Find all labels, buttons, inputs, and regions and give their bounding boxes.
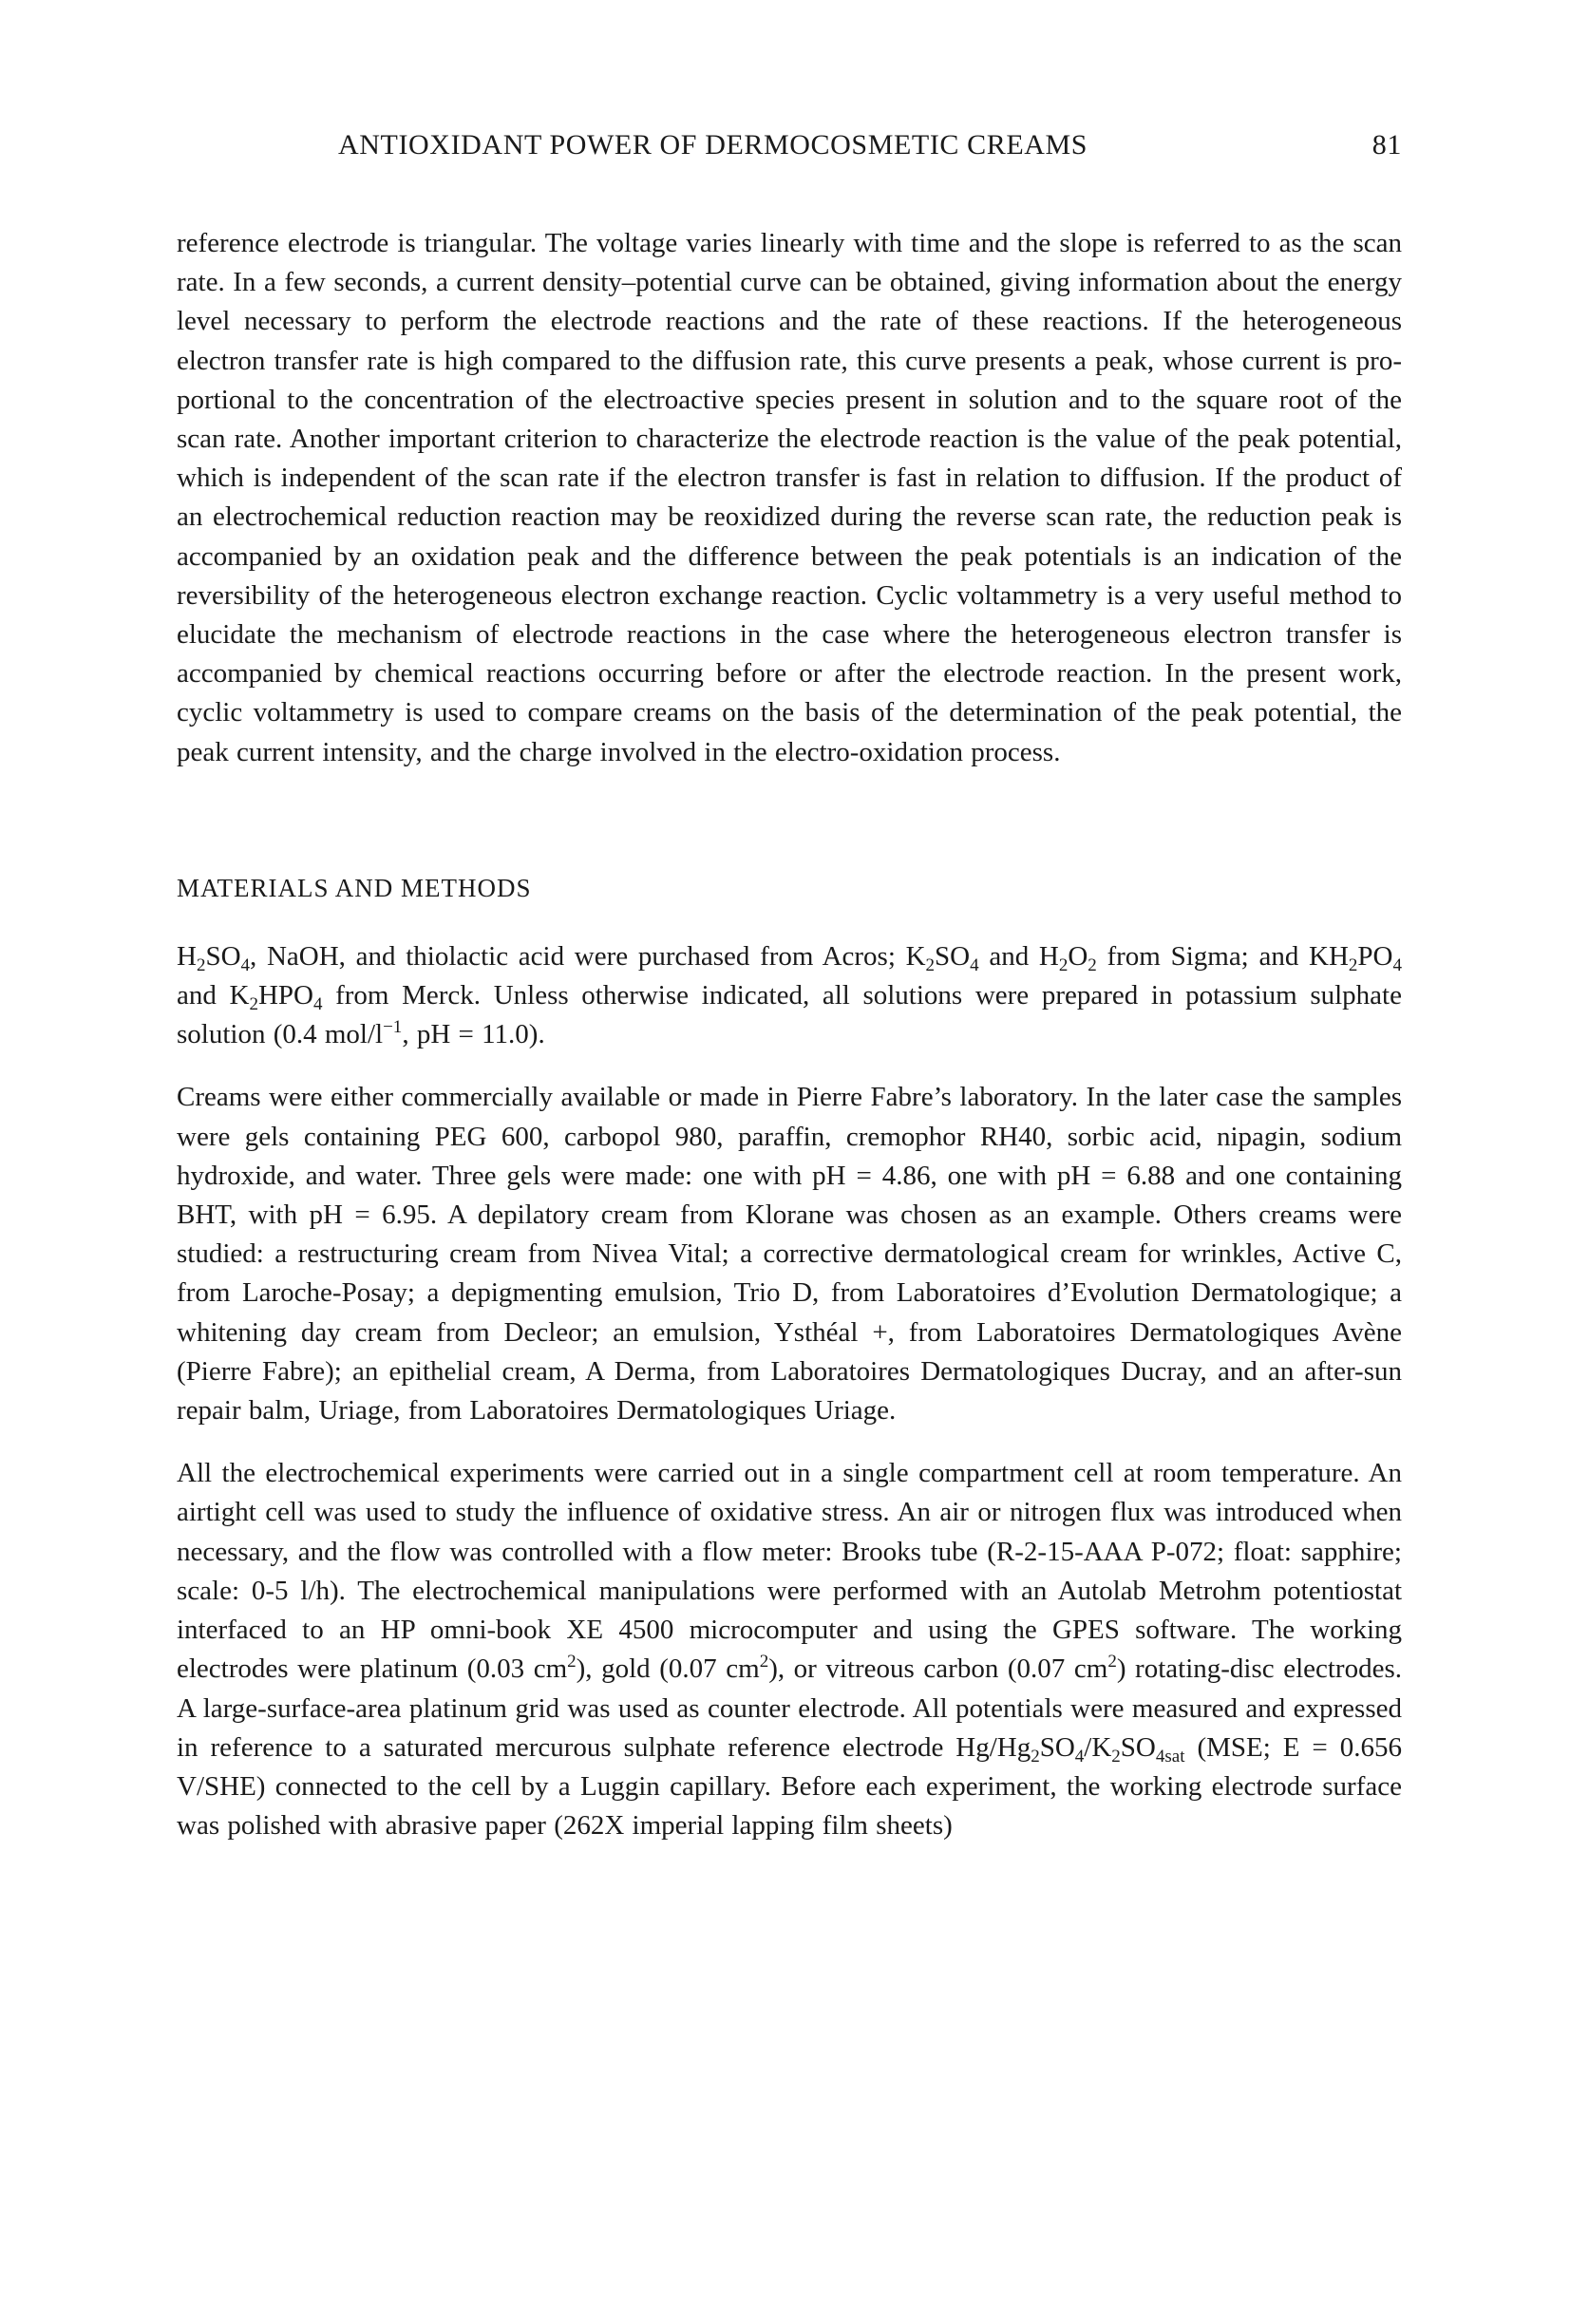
- superscript: 2: [567, 1652, 577, 1672]
- superscript: −1: [383, 1017, 403, 1038]
- formula-text: PO: [1357, 940, 1393, 972]
- paragraph-text: ), gold (0.07 cm: [576, 1653, 760, 1685]
- body-text: [177, 224, 1402, 1845]
- paragraph-text: All the electrochemical experiments were carried out in a single compartment cell at room temperature. An airtight cell was used to study the influence of oxidative stress. An air or nitrogen flux was introduced when necessary, and the flow was controlled with a flow meter: Brooks tube (R-2-15-AAA P-072; float: sapphire; scale: 0-5 l/h). The electrochemical manipulations were performed with an Autolab Metrohm potentiostat interfaced to an HP omni-book XE 4500 microcomputer and using the GPES software. The working electrodes were platinum (0.03 cm: [177, 1458, 1402, 1685]
- subscript: 2: [1111, 1746, 1121, 1767]
- running-title: ANTIOXIDANT POWER OF DERMOCOSMETIC CREAMS: [338, 129, 1088, 161]
- running-header: [177, 120, 1402, 177]
- formula-text: SO: [935, 940, 971, 972]
- page: [177, 120, 1402, 1845]
- paragraph-text: , pH = 11.0).: [402, 1019, 545, 1050]
- subscript: 2: [196, 954, 206, 975]
- paragraph-text: ), or vitreous carbon (0.07 cm: [768, 1653, 1108, 1685]
- subscript: 4sat: [1155, 1746, 1185, 1767]
- formula-text: O: [1068, 940, 1088, 972]
- subscript: 2: [1058, 954, 1069, 975]
- formula-text: HPO: [257, 980, 313, 1011]
- superscript: 2: [759, 1652, 769, 1672]
- paragraph-text: ) rotating-disc electrodes. A large-surface-area platinum grid was used as counter electrode. All potentials were measured and expressed in reference to a saturated mercurous sulphate reference electrode Hg/Hg: [177, 1653, 1402, 1763]
- section-heading: MATERIALS AND METHODS: [177, 873, 532, 902]
- subscript: 4: [312, 994, 323, 1015]
- paragraph-text: from Merck. Unless otherwise indicated, all solutions were prepared in potassium sulphate solution (0.4 mol/l: [177, 980, 1402, 1050]
- page-number: 81: [1371, 129, 1402, 161]
- subscript: 4: [970, 954, 979, 975]
- subscript: 2: [925, 954, 936, 975]
- subscript: 4: [1074, 1746, 1085, 1767]
- formula-text: SO: [205, 940, 241, 972]
- formula-text: SO: [1039, 1731, 1075, 1763]
- paragraph-text: and H: [978, 940, 1059, 972]
- paragraph-text: from Sigma; and KH: [1096, 940, 1349, 972]
- paragraph-text: /K: [1084, 1731, 1112, 1763]
- paragraph-text: , NaOH, and thiolactic acid were purchased from Acros; K: [250, 940, 926, 972]
- subscript: 2: [1031, 1746, 1040, 1767]
- creams-paragraph: Creams were either commercially available or made in Pierre Fabre’s laboratory. In the later case the samples were gels containing PEG 600, carbopol 980, paraffin, cremophor RH40, sorbic acid, nipagin, sodium hydroxide, and water. Three gels were made: one with pH = 4.86, one with pH = 6.88 and one containing BHT, with pH = 6.95. A depilatory cream from Klorane was chosen as an example. Others creams were studied: a restructuring cream from Nivea Vital; a corrective dermatological cream for wrinkles, Active C, from Laroche-Posay; a depigmenting emulsion, Trio D, from Laboratoires d’Evolution Dermatologique; a whitening day cream from Decleor; an emulsion, Ysthéal +, from Laboratoires Dermatologiques Avène (Pierre Fabre); an epithelial cream, A Derma, from Laboratoires Dermatologiques Ducray, and an after-sun repair balm, Uriage, from Laboratoires Dermatologiques Uriage.: [177, 1082, 1402, 1427]
- intro-paragraph: reference electrode is triangular. The voltage varies linearly with time and the slope is referred to as the scan rate. In a few seconds, a current density–potential curve can be obtained, giving information about the energy level necessary to perform the electrode reactions and the rate of these reactions. If the heterogeneous electron transfer rate is high compared to the diffusion rate, this curve presents a peak, whose current is proportional to the concentration of the electroactive species present in solution and to the square root of the scan rate. Another important criterion to characterize the electrode reaction is the value of the peak potential, which is independent of the scan rate if the electron transfer is fast in relation to diffusion. If the product of an electrochemical reduction reaction may be reoxidized during the reverse scan rate, the reduction peak is accompanied by an oxidation peak and the difference between the peak potentials is an indication of the reversibility of the heterogeneous electron exchange reaction. Cyclic voltammetry is a very useful method to elucidate the mechanism of electrode reactions in the case where the heterogeneous electron transfer is accompanied by chemical reactions occurring before or after the electrode reaction. In the present work, cyclic voltammetry is used to compare creams on the basis of the determination of the peak potential, the peak current intensity, and the charge involved in the electro-oxidation process.: [177, 228, 1402, 767]
- formula-text: H: [177, 940, 197, 972]
- subscript: 2: [1348, 954, 1358, 975]
- experiments-paragraph: [177, 1454, 1402, 1845]
- subscript: 4: [1392, 954, 1402, 975]
- formula-text: SO: [1120, 1731, 1156, 1763]
- subscript: 2: [1088, 954, 1097, 975]
- subscript: 4: [240, 954, 251, 975]
- paragraph-text: and K: [177, 980, 250, 1011]
- superscript: 2: [1107, 1652, 1117, 1672]
- paragraph-text: (MSE; E = 0.656 V/SHE) connected to the cell by a Luggin capillary. Before each experiment, the working electrode surface was polished with abrasive paper (262X imperial lapping film sheets): [177, 1731, 1402, 1842]
- subscript: 2: [249, 994, 258, 1015]
- reagents-paragraph: [177, 937, 1402, 1055]
